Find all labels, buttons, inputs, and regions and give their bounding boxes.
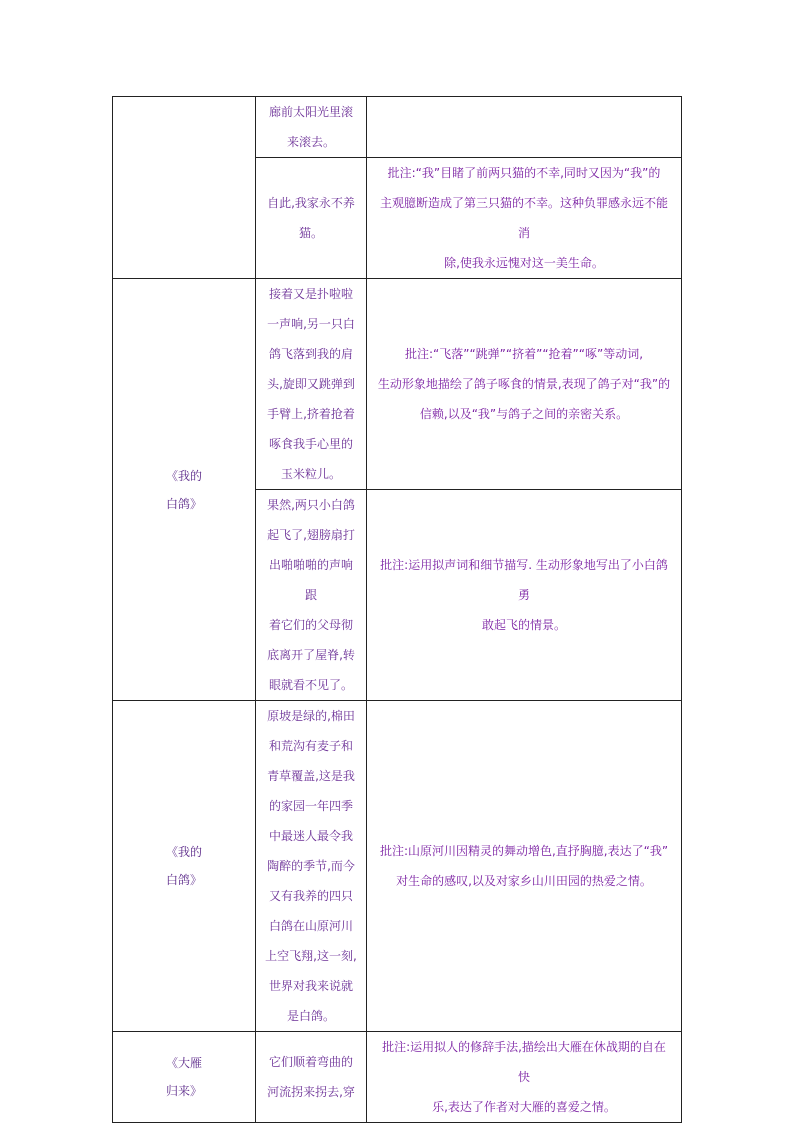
excerpt-text: 接着又是扑啦啦 一声响,另一只白 鸽飞落到我的肩 头,旋即又跳弹到 手臂上,挤着抢着 啄食我手心里的 玉米粒儿。 [267,287,355,481]
note-cell [367,490,682,701]
note-text: 批注:运用拟人的修辞手法,描绘出大雁在休战期的自在快 乐,表达了作者对大雁的喜爱之情。 [382,1040,666,1114]
note-cell [367,97,682,158]
excerpt-text: 廊前太阳光里滚 来滚去。 [268,105,353,149]
excerpt-cell [256,1032,367,1123]
title-cell [113,97,256,279]
work-title: 《我的 白鸽》 [165,468,202,511]
note-cell [367,701,682,1032]
note-cell [367,158,682,279]
excerpt-cell [256,701,367,1032]
note-text: 批注:运用拟声词和细节描写. 生动形象地写出了小白鸽勇 敢起飞的情景。 [380,558,668,632]
title-cell [113,279,256,701]
excerpt-cell [256,97,367,158]
note-cell [367,1032,682,1123]
note-text: 批注:山原河川因精灵的舞动增色,直抒胸臆,表达了“我” 对生命的感叹,以及对家乡山川田园的热爱之情。 [379,844,669,888]
table-row [113,1032,682,1123]
work-title: 《我的 白鸽》 [165,845,202,887]
title-cell [113,1032,256,1123]
excerpt-text: 自此,我家永不养 猫。 [267,196,355,240]
note-text: 批注:“飞落”“跳弹”“挤着”“抢着”“啄”等动词, 生动形象地描绘了鸽子啄食的情景,表现了鸽子对“我”的 信赖,以及“我”与鸽子之间的亲密关系。 [377,347,671,421]
annotation-table [112,96,682,1123]
excerpt-text: 果然,两只小白鸽 起飞了,翅膀扇打 出啪啪啪的声响跟 着它们的父母彻 底离开了屋脊,转 眼就看不见了。 [267,498,355,692]
table-row [113,279,682,490]
table-row [113,97,682,158]
excerpt-cell [256,490,367,701]
excerpt-text: 原坡是绿的,棉田 和荒沟有麦子和 青草覆盖,这是我 的家园一年四季 中最迷人最令我 陶醉的季节,而今 又有我养的四只 白鸽在山原河川 上空飞翔,这一刻, 世界对我来说就 是白鸽。 [265,709,357,1023]
excerpt-cell [256,158,367,279]
table-row [113,701,682,1032]
note-cell [367,279,682,490]
title-cell [113,701,256,1032]
note-text: 批注:“我”目睹了前两只猫的不幸,同时又因为“我”的 主观臆断造成了第三只猫的不幸。这种负罪感永远不能消 除,使我永远愧对这一美生命。 [379,166,668,270]
excerpt-text: 它们顺着弯曲的 河流拐来拐去,穿 [267,1055,355,1099]
excerpt-cell [256,279,367,490]
work-title: 《大雁 归来》 [165,1056,202,1098]
